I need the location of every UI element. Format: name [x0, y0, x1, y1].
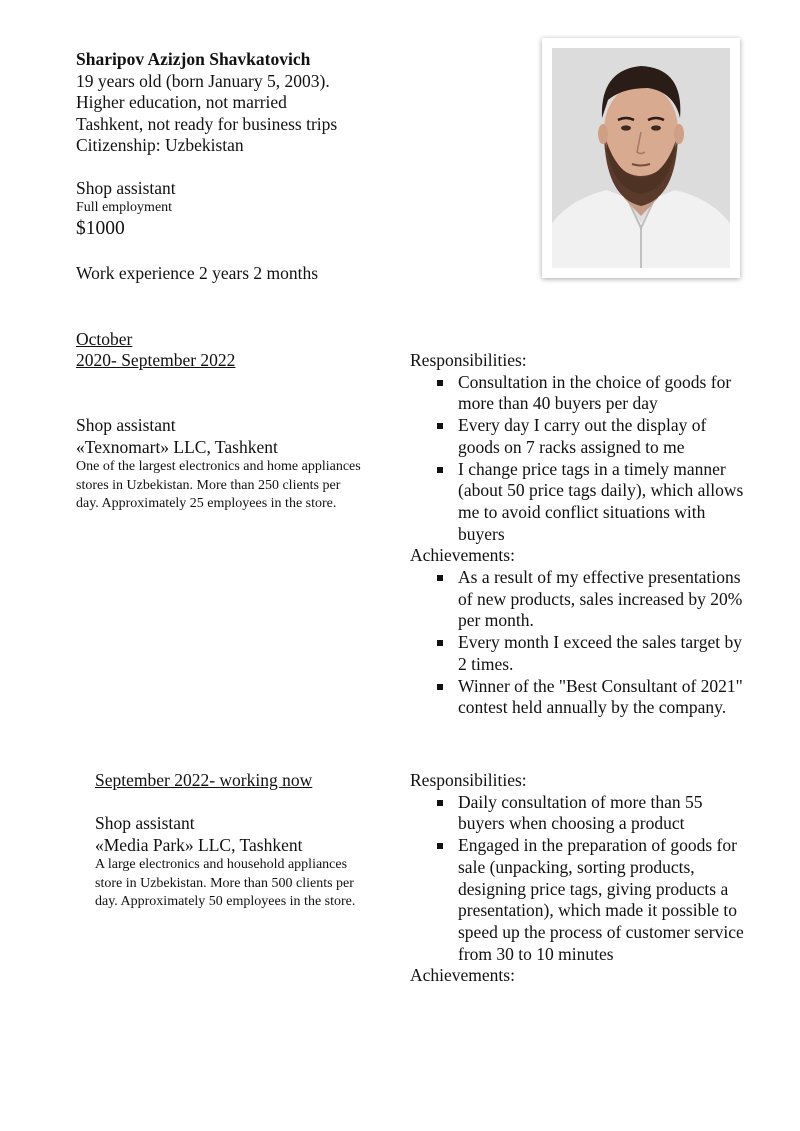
job1-period-end: 2020- September 2022 — [76, 350, 236, 370]
education-line: Higher education, not married — [76, 92, 287, 112]
list-item: Every month I exceed the sales target by 2 times. — [410, 632, 745, 675]
list-item: Consultation in the choice of goods for more than 40 buyers per day — [410, 372, 745, 415]
list-item: Every day I carry out the display of goods on 7 racks assigned to me — [410, 415, 745, 458]
job2-achievements-label: Achievements: — [410, 965, 515, 986]
total-experience: Work experience 2 years 2 months — [76, 263, 319, 283]
employment-type: Full employment — [76, 200, 173, 215]
list-item: Engaged in the preparation of goods for sale (unpacking, sorting products, designing price tags, giving products a presentation), which made it possible to speed up the process of customer service from 30 to 10 minutes — [410, 835, 745, 965]
job1-company: «Texnomart» LLC, Tashkent — [76, 436, 278, 457]
portrait-image — [552, 48, 730, 268]
list-item: Winner of the "Best Consultant of 2021" contest held annually by the company. — [410, 676, 745, 719]
job2-role: Shop assistant — [95, 813, 195, 833]
age-line: 19 years old (born January 5, 2003). — [76, 70, 330, 91]
job1-description: One of the largest electronics and home appliances stores in Uzbekistan. More than 250 clients per day. Approximately 25 employees in the store. — [76, 459, 361, 511]
job1-achievements-label: Achievements: — [410, 545, 515, 566]
candidate-name: Sharipov Azizjon Shavkatovich — [76, 49, 311, 69]
job1-period-start: October — [76, 329, 133, 349]
job1-role: Shop assistant — [76, 415, 176, 435]
list-item: Daily consultation of more than 55 buyers when choosing a product — [410, 792, 745, 835]
job2-responsibilities-label: Responsibilities: — [410, 770, 527, 790]
job2-responsibilities-list — [410, 792, 745, 966]
job1-responsibilities-list — [410, 372, 745, 546]
job2-details — [410, 770, 745, 987]
desired-position: Shop assistant — [76, 178, 176, 198]
profile-photo — [542, 38, 740, 278]
job1-details — [410, 350, 745, 719]
salary: $1000 — [76, 218, 125, 239]
location-line: Tashkent, not ready for business trips — [76, 113, 338, 134]
job1-responsibilities-label: Responsibilities: — [410, 350, 527, 370]
job1-achievements-list — [410, 567, 745, 719]
job2-company: «Media Park» LLC, Tashkent — [95, 834, 303, 855]
job2-period: September 2022- working now — [95, 770, 313, 790]
list-item: As a result of my effective presentations of new products, sales increased by 20% per month. — [410, 567, 745, 632]
citizenship-line: Citizenship: Uzbekistan — [76, 135, 244, 155]
job2-description: A large electronics and household appliances store in Uzbekistan. More than 500 clients per day. Approximately 50 employees in the store. — [95, 857, 356, 909]
list-item: I change price tags in a timely manner (about 50 price tags daily), which allows me to avoid conflict situations with buyers — [410, 459, 745, 546]
